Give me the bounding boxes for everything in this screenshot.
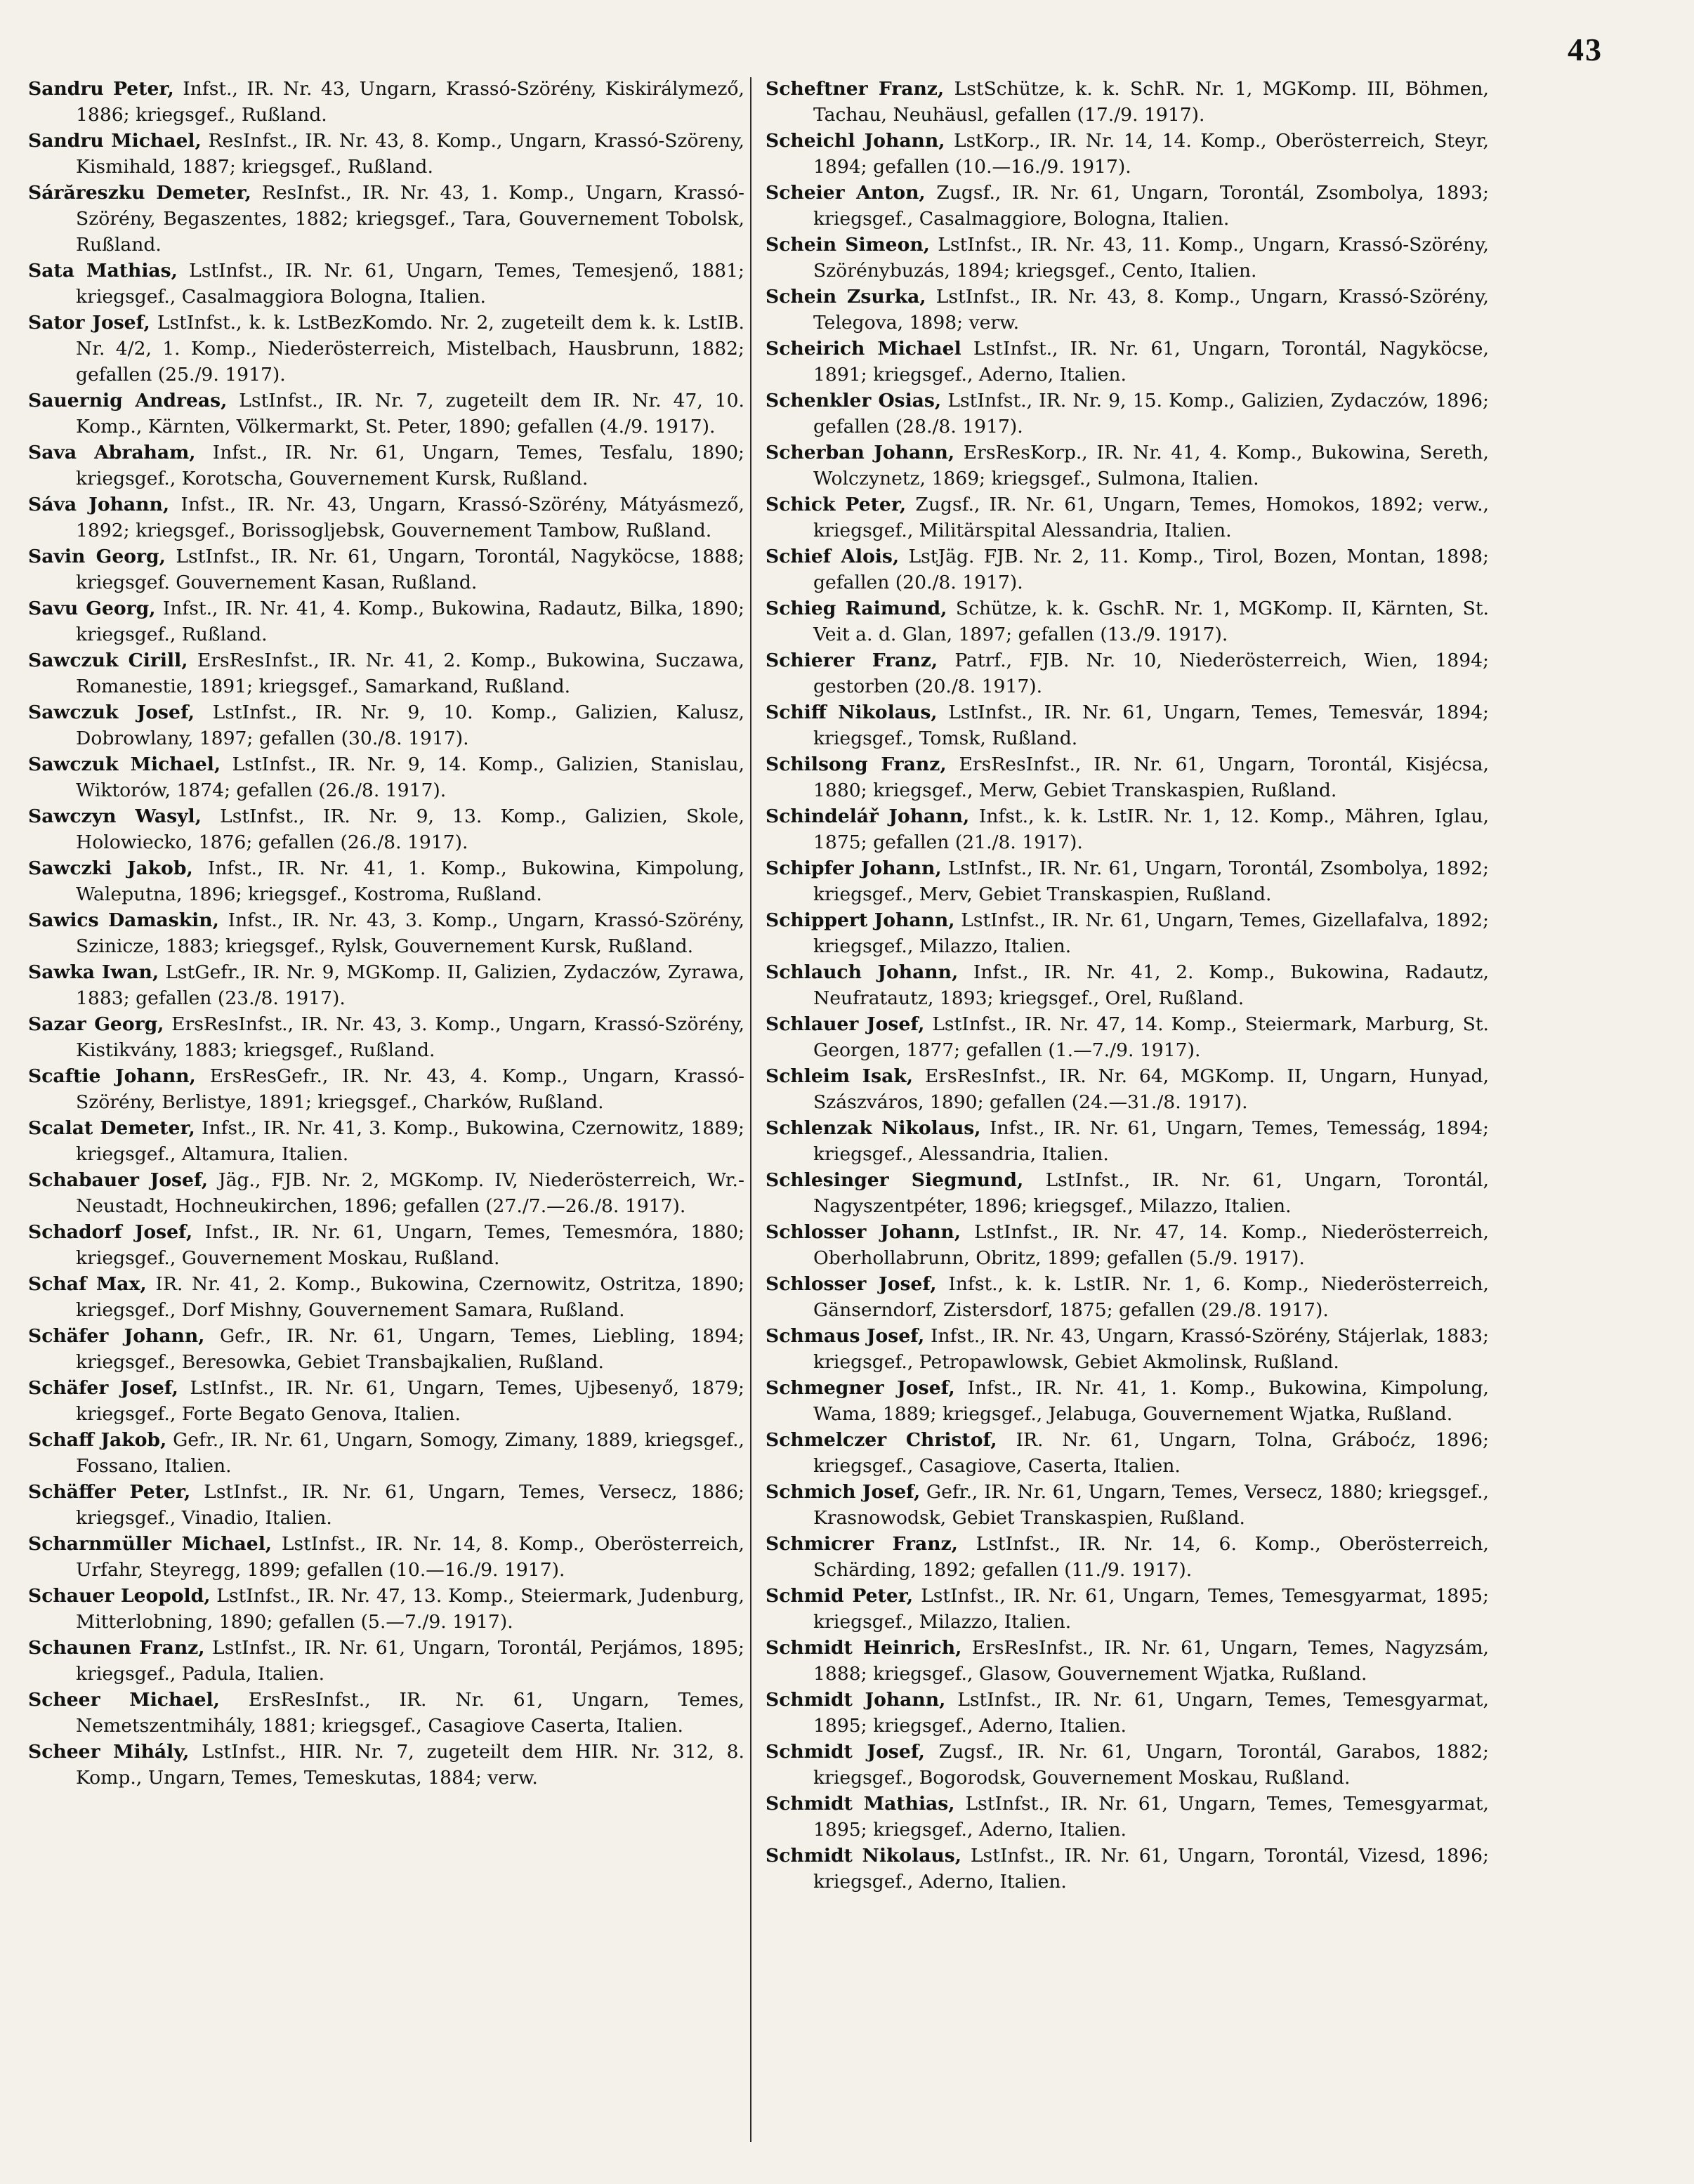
entry-details: LstInfst., IR. Nr. 9, 15. Komp., Galizien, Zydaczów, 1896; gefallen (28./8. 1917). [813,390,1489,438]
list-item [28,310,744,388]
entry-name: Schmid Peter, [766,1585,914,1607]
entry-details: LstInfst., IR. Nr. 61, Ungarn, Temes, Temesjenő, 1881; kriegsgef., Casalmaggiora Bologna, Italien. [76,260,744,308]
entry-name: Schick Peter, [766,494,907,515]
list-item [766,1167,1489,1219]
entry-details: LstInfst., IR. Nr. 61, Ungarn, Temes, Versecz, 1886; kriegsgef., Vinadio, Italien. [76,1481,744,1529]
list-item [766,647,1489,699]
entry-name: Schadorf Josef, [28,1221,193,1243]
entry-details: LstInfst., IR. Nr. 9, 13. Komp., Galizien, Skole, Holowiecko, 1876; gefallen (26./8. 1917). [76,805,744,853]
list-item [28,128,744,180]
entry-details: LstJäg. FJB. Nr. 2, 11. Komp., Tirol, Bozen, Montan, 1898; gefallen (20./8. 1917). [813,546,1489,593]
entry-details: LstInfst., IR. Nr. 61, Ungarn, Torontál, Nagyköcse, 1888; kriegsgef. Gouvernement Kasan, Rußland. [76,546,744,593]
entry-name: Schaf Max, [28,1273,147,1295]
list-item [28,1011,744,1063]
list-item [766,76,1489,128]
right-column [766,76,1489,1895]
list-item [766,1427,1489,1479]
list-item [766,336,1489,388]
list-item [766,1739,1489,1791]
entry-details: LstInfst., IR. Nr. 47, 13. Komp., Steiermark, Judenburg, Mitterlobning, 1890; gefallen (5.—7./9. 1917). [76,1585,744,1633]
list-item [28,1063,744,1115]
list-item [28,258,744,310]
entry-name: Sawics Damaskin, [28,909,219,931]
entry-name: Schmidt Heinrich, [766,1637,962,1659]
list-item [28,855,744,907]
list-item [28,1583,744,1635]
entry-details: Jäg., FJB. Nr. 2, MGKomp. IV, Niederösterreich, Wr.-Neustadt, Hochneukirchen, 1896; gefallen (27./7.—26./8. 1917). [76,1169,744,1217]
list-item [28,1271,744,1323]
entry-details: ErsResGefr., IR. Nr. 43, 4. Komp., Ungarn, Krassó-Szörény, Berlistye, 1891; kriegsgef., Charków, Rußland. [76,1065,744,1113]
entry-name: Sauernig Andreas, [28,390,228,412]
list-item [766,1843,1489,1895]
list-item [28,1531,744,1583]
entry-details: LstInfst., HIR. Nr. 7, zugeteilt dem HIR. Nr. 312, 8. Komp., Ungarn, Temes, Temeskutas, 1884; verw. [76,1741,744,1789]
entry-details: Zugsf., IR. Nr. 61, Ungarn, Torontál, Garabos, 1882; kriegsgef., Bogorodsk, Gouvernement Moskau, Rußland. [813,1741,1489,1789]
entry-name: Sawczuk Josef, [28,702,195,723]
list-item [28,1739,744,1791]
entry-name: Schauer Leopold, [28,1585,211,1607]
entry-name: Schaunen Franz, [28,1637,205,1659]
entry-name: Schleim Isak, [766,1065,914,1087]
list-item [28,803,744,855]
entry-name: Schaff Jakob, [28,1429,167,1451]
list-item [766,855,1489,907]
entry-details: LstInfst., IR. Nr. 7, zugeteilt dem IR. Nr. 47, 10. Komp., Kärnten, Völkermarkt, St. Peter, 1890; gefallen (4./9. 1917). [76,390,744,438]
entry-name: Schieg Raimund, [766,598,947,619]
list-item [28,440,744,492]
entry-name: Schein Simeon, [766,234,930,256]
entry-name: Schlesinger Siegmund, [766,1169,1024,1191]
entry-name: Schiff Nikolaus, [766,702,938,723]
list-item [766,959,1489,1011]
entry-name: Schäffer Peter, [28,1481,191,1503]
list-item [766,232,1489,284]
entry-name: Scheftner Franz, [766,78,945,100]
entry-name: Sawczki Jakob, [28,857,193,879]
entry-details: LstInfst., IR. Nr. 61, Ungarn, Torontál, Nagyköcse, 1891; kriegsgef., Aderno, Italien. [813,338,1489,386]
list-item [28,1479,744,1531]
list-item [766,1115,1489,1167]
entry-details: Gefr., IR. Nr. 61, Ungarn, Somogy, Zimany, 1889, kriegsgef., Fossano, Italien. [76,1429,744,1477]
list-item [28,76,744,128]
list-item [766,1219,1489,1271]
entry-details: LstInfst., IR. Nr. 43, 8. Komp., Ungarn, Krassó-Szörény, Telegova, 1898; verw. [813,286,1489,334]
entry-name: Schippert Johann, [766,909,955,931]
entry-details: Gefr., IR. Nr. 61, Ungarn, Temes, Versecz, 1880; kriegsgef., Krasnowodsk, Gebiet Transkaspien, Rußland. [813,1481,1489,1529]
entry-details: LstGefr., IR. Nr. 9, MGKomp. II, Galizien, Zydaczów, Zyrawa, 1883; gefallen (23./8. 1917). [76,961,744,1009]
entry-name: Schlosser Johann, [766,1221,961,1243]
entry-details: LstInfst., IR. Nr. 61, Ungarn, Torontál, Zsombolya, 1892; kriegsgef., Merv, Gebiet Transkaspien, Rußland. [813,857,1489,905]
entry-details: LstInfst., IR. Nr. 14, 6. Komp., Oberösterreich, Schärding, 1892; gefallen (11./9. 1917). [813,1533,1489,1581]
entry-details: Patrf., FJB. Nr. 10, Niederösterreich, Wien, 1894; gestorben (20./8. 1917). [813,650,1489,697]
entry-name: Schmidt Johann, [766,1689,946,1711]
list-item [766,1583,1489,1635]
entry-details: Infst., IR. Nr. 43, 3. Komp., Ungarn, Krassó-Szörény, Szinicze, 1883; kriegsgef., Rylsk, Gouvernement Kursk, Rußland. [76,909,744,957]
entry-details: Schütze, k. k. GschR. Nr. 1, MGKomp. II, Kärnten, St. Veit a. d. Glan, 1897; gefallen (13./9. 1917). [813,598,1489,645]
list-item [766,1063,1489,1115]
entry-name: Schindelář Johann, [766,805,970,827]
entry-name: Scaftie Johann, [28,1065,196,1087]
list-item [766,751,1489,803]
entry-details: IR. Nr. 61, Ungarn, Tolna, Gráboćz, 1896; kriegsgef., Casagiove, Caserta, Italien. [813,1429,1489,1477]
left-column [28,76,744,1791]
entry-name: Schlenzak Nikolaus, [766,1117,981,1139]
list-item [766,180,1489,232]
entry-name: Schlauch Johann, [766,961,959,983]
entry-name: Sazar Georg, [28,1013,164,1035]
list-item [766,907,1489,959]
entry-details: LstInfst., IR. Nr. 9, 10. Komp., Galizien, Kalusz, Dobrowlany, 1897; gefallen (30./8. 1917). [76,702,744,749]
entry-details: ErsResInfst., IR. Nr. 61, Ungarn, Temes, Nemetszentmihály, 1881; kriegsgef., Casagiove Caserta, Italien. [76,1689,745,1737]
entry-name: Savin Georg, [28,546,166,567]
entry-details: Infst., IR. Nr. 43, Ungarn, Krassó-Szörény, Kiskirálymező, 1886; kriegsgef., Rußland. [76,78,744,126]
entry-details: Infst., IR. Nr. 43, Ungarn, Krassó-Szörény, Mátyásmező, 1892; kriegsgef., Borissoglјebsk, Gouvernement Tambow, Rußland. [76,494,744,541]
list-item [28,1687,744,1739]
entry-details: ErsResKorp., IR. Nr. 41, 4. Komp., Bukowina, Sereth, Wolczynetz, 1869; kriegsgef., Sulmona, Italien. [813,442,1489,489]
entry-name: Schief Alois, [766,546,900,567]
list-item [28,388,744,440]
entry-details: LstInfst., k. k. LstBezKomdo. Nr. 2, zugeteilt dem k. k. LstIB. Nr. 4/2, 1. Komp., Niederösterreich, Mistelbach, Hausbrunn, 1882; gefallen (25./9. 1917). [76,312,744,386]
entry-details: LstInfst., IR. Nr. 9, 14. Komp., Galizien, Stanislau, Wiktorów, 1874; gefallen (26./8. 1917). [76,754,744,801]
entry-name: Scalat Demeter, [28,1117,195,1139]
entry-details: Infst., IR. Nr. 61, Ungarn, Temes, Temesmóra, 1880; kriegsgef., Gouvernement Moskau, Rußland. [76,1221,744,1269]
entry-details: Infst., IR. Nr. 41, 1. Komp., Bukowina, Kimpolung, Waleputna, 1896; kriegsgef., Kostroma, Rußland. [76,857,744,905]
entry-details: ErsResInfst., IR. Nr. 61, Ungarn, Torontál, Kisjécsa, 1880; kriegsgef., Merw, Gebiet Transkaspien, Rußland. [813,754,1489,801]
entry-name: Scheirich Michael [766,338,961,360]
list-item [28,1635,744,1687]
list-item [28,1323,744,1375]
entry-details: Infst., k. k. LstIR. Nr. 1, 6. Komp., Niederösterreich, Gänserndorf, Zistersdorf, 1875; gefallen (29./8. 1917). [813,1273,1489,1321]
entry-name: Schmidt Mathias, [766,1793,955,1815]
entry-name: Scheer Michael, [28,1689,220,1711]
list-item [28,699,744,751]
list-item [766,699,1489,751]
entry-details: ErsResInfst., IR. Nr. 43, 3. Komp., Ungarn, Krassó-Szörény, Kistikvány, 1883; kriegsgef., Rußland. [76,1013,744,1061]
entry-details: Zugsf., IR. Nr. 61, Ungarn, Temes, Homokos, 1892; verw., kriegsgef., Militärspital Alessandria, Italien. [813,494,1489,541]
entry-name: Schmidt Nikolaus, [766,1845,962,1867]
entry-name: Scheichl Johann, [766,130,945,152]
list-item [766,440,1489,492]
entry-name: Sandru Peter, [28,78,174,100]
list-item [28,596,744,647]
entry-name: Schein Zsurka, [766,286,926,308]
entry-name: Schmicrer Franz, [766,1533,958,1555]
entry-details: ErsResInfst., IR. Nr. 61, Ungarn, Temes, Nagyzsám, 1888; kriegsgef., Glasow, Gouvernement Wjatka, Rußland. [813,1637,1489,1685]
entry-name: Schilsong Franz, [766,754,947,775]
entry-details: ResInfst., IR. Nr. 43, 1. Komp., Ungarn, Krassó-Szörény, Begaszentes, 1882; kriegsgef., Tara, Gouvernement Tobolsk, Rußland. [76,182,744,256]
entry-name: Scherban Johann, [766,442,955,463]
entry-details: LstInfst., IR. Nr. 61, Ungarn, Torontál, Vizesd, 1896; kriegsgef., Aderno, Italien. [813,1845,1489,1893]
entry-details: ErsResInfst., IR. Nr. 41, 2. Komp., Bukowina, Suczawa, Romanestie, 1891; kriegsgef., Samarkand, Rußland. [76,650,744,697]
entry-name: Schmelczer Christof, [766,1429,997,1451]
list-item [28,751,744,803]
list-item [766,1531,1489,1583]
list-item [766,492,1489,544]
list-item [28,544,744,596]
entry-details: LstInfst., IR. Nr. 61, Ungarn, Temes, Temesgyarmat, 1895; kriegsgef., Milazzo, Italien. [813,1585,1489,1633]
list-item [766,388,1489,440]
list-item [28,1167,744,1219]
entry-details: ResInfst., IR. Nr. 43, 8. Komp., Ungarn, Krassó-Szöreny, Kismihald, 1887; kriegsgef., Rußland. [76,130,744,178]
entry-name: Schäfer Johann, [28,1325,205,1347]
entry-details: LstInfst., IR. Nr. 14, 8. Komp., Oberösterreich, Urfahr, Steyregg, 1899; gefallen (10.—16./9. 1917). [76,1533,744,1581]
entry-details: LstInfst., IR. Nr. 47, 14. Komp., Steiermark, Marburg, St. Georgen, 1877; gefallen (1.—7./9. 1917). [813,1013,1489,1061]
entry-details: LstInfst., IR. Nr. 61, Ungarn, Torontál, Nagyszentpéter, 1896; kriegsgef., Milazzo, Italien. [813,1169,1489,1217]
list-item [28,1115,744,1167]
entry-details: ErsResInfst., IR. Nr. 64, MGKomp. II, Ungarn, Hunyad, Szászváros, 1890; gefallen (24.—31./8. 1917). [813,1065,1489,1113]
entry-details: Zugsf., IR. Nr. 61, Ungarn, Torontál, Zsombolya, 1893; kriegsgef., Casalmaggiore, Bologna, Italien. [813,182,1489,230]
list-item [766,544,1489,596]
entry-name: Sawczyn Wasyl, [28,805,202,827]
entry-details: LstInfst., IR. Nr. 61, Ungarn, Temes, Temesgyarmat, 1895; kriegsgef., Aderno, Italien. [813,1793,1489,1841]
list-item [28,180,744,258]
entry-name: Schmegner Josef, [766,1377,955,1399]
list-item [766,1011,1489,1063]
list-item [766,1791,1489,1843]
entry-name: Schlauer Josef, [766,1013,925,1035]
list-item [28,907,744,959]
entry-name: Sawka Iwan, [28,961,159,983]
entry-name: Sandru Michael, [28,130,202,152]
entry-name: Scharnmüller Michael, [28,1533,273,1555]
list-item [766,1635,1489,1687]
list-item [28,1427,744,1479]
entry-details: Infst., IR. Nr. 61, Ungarn, Temes, Tesfalu, 1890; kriegsgef., Korotscha, Gouvernement Kursk, Rußland. [76,442,744,489]
entry-name: Schierer Franz, [766,650,938,671]
entry-name: Sáva Johann, [28,494,170,515]
entry-name: Sator Josef, [28,312,150,334]
entry-name: Sava Abraham, [28,442,196,463]
entry-name: Sárăreszku Demeter, [28,182,251,204]
page-number: 43 [1568,32,1603,67]
entry-name: Schenkler Osias, [766,390,942,412]
entry-name: Schmaus Josef, [766,1325,925,1347]
entry-name: Scheer Mihály, [28,1741,190,1763]
list-item [28,1219,744,1271]
list-item [28,959,744,1011]
entry-name: Schmich Josef, [766,1481,921,1503]
list-item [766,1687,1489,1739]
entry-name: Savu Georg, [28,598,156,619]
list-item [28,492,744,544]
list-item [28,647,744,699]
entry-details: Infst., IR. Nr. 43, Ungarn, Krassó-Szörény, Stájerlak, 1883; kriegsgef., Petropawlowsk, Gebiet Akmolinsk, Rußland. [813,1325,1489,1373]
entry-details: LstInfst., IR. Nr. 43, 11. Komp., Ungarn, Krassó-Szörény, Szörénybuzás, 1894; kriegsgef., Cento, Italien. [813,234,1489,282]
entry-name: Sata Mathias, [28,260,178,282]
entry-details: Infst., IR. Nr. 41, 1. Komp., Bukowina, Kimpolung, Wama, 1889; kriegsgef., Jelabuga, Gouvernement Wjatka, Rußland. [813,1377,1489,1425]
entry-name: Schmidt Josef, [766,1741,925,1763]
entry-name: Schipfer Johann, [766,857,942,879]
entry-name: Schlosser Josef, [766,1273,937,1295]
entry-details: Infst., IR. Nr. 41, 3. Komp., Bukowina, Czernowitz, 1889; kriegsgef., Altamura, Italien. [76,1117,744,1165]
entry-details: LstInfst., IR. Nr. 47, 14. Komp., Niederösterreich, Oberhollabrunn, Obritz, 1899; gefallen (5./9. 1917). [813,1221,1489,1269]
column-divider [750,77,751,2142]
entry-details: LstInfst., IR. Nr. 61, Ungarn, Temes, Ujbesenyő, 1879; kriegsgef., Forte Begato Genova, Italien. [76,1377,744,1425]
entry-details: Infst., k. k. LstIR. Nr. 1, 12. Komp., Mähren, Iglau, 1875; gefallen (21./8. 1917). [813,805,1489,853]
entry-details: LstKorp., IR. Nr. 14, 14. Komp., Oberösterreich, Steyr, 1894; gefallen (10.—16./9. 1917). [813,130,1489,178]
list-item [766,1323,1489,1375]
entry-details: Infst., IR. Nr. 41, 2. Komp., Bukowina, Radautz, Neufratautz, 1893; kriegsgef., Orel, Rußland. [813,961,1489,1009]
list-item [766,803,1489,855]
entry-details: Infst., IR. Nr. 61, Ungarn, Temes, Temesság, 1894; kriegsgef., Alessandria, Italien. [813,1117,1489,1165]
entry-name: Schabauer Josef, [28,1169,209,1191]
list-item [28,1375,744,1427]
entry-name: Scheier Anton, [766,182,926,204]
entry-name: Schäfer Josef, [28,1377,178,1399]
list-item [766,128,1489,180]
entry-details: Infst., IR. Nr. 41, 4. Komp., Bukowina, Radautz, Bilka, 1890; kriegsgef., Rußland. [76,598,744,645]
list-item [766,284,1489,336]
entry-details: LstInfst., IR. Nr. 61, Ungarn, Temes, Temesvár, 1894; kriegsgef., Tomsk, Rußland. [813,702,1489,749]
list-item [766,596,1489,647]
entry-name: Sawczuk Michael, [28,754,221,775]
entry-details: IR. Nr. 41, 2. Komp., Bukowina, Czernowitz, Ostritza, 1890; kriegsgef., Dorf Mishny, Gouvernement Samara, Rußland. [76,1273,744,1321]
entry-details: LstInfst., IR. Nr. 61, Ungarn, Temes, Temesgyarmat, 1895; kriegsgef., Aderno, Italien. [813,1689,1489,1737]
entry-details: LstSchütze, k. k. SchR. Nr. 1, MGKomp. III, Böhmen, Tachau, Neuhäusl, gefallen (17./9. 1917). [813,78,1489,126]
entry-name: Sawczuk Cirill, [28,650,188,671]
entry-details: LstInfst., IR. Nr. 61, Ungarn, Torontál, Perjámos, 1895; kriegsgef., Padula, Italien. [76,1637,744,1685]
entry-details: LstInfst., IR. Nr. 61, Ungarn, Temes, Gizellafalva, 1892; kriegsgef., Milazzo, Italien. [813,909,1489,957]
entry-details: Gefr., IR. Nr. 61, Ungarn, Temes, Liebling, 1894; kriegsgef., Beresowka, Gebiet Transbajkalien, Rußland. [76,1325,744,1373]
list-item [766,1271,1489,1323]
list-item [766,1375,1489,1427]
list-item [766,1479,1489,1531]
